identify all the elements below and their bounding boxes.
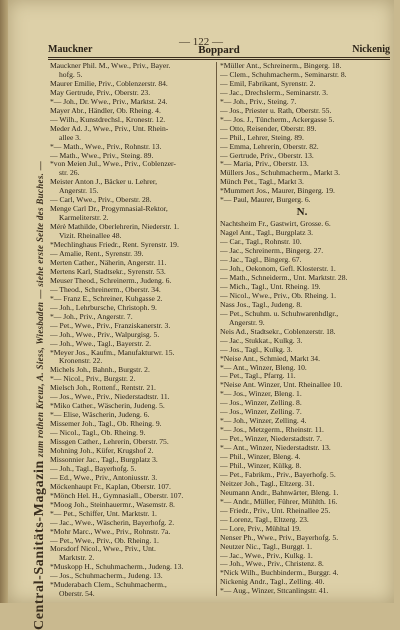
directory-entry: — Nicol., Wwe., Priv., Ob. Rheing. 1. [220,290,337,300]
directory-entry: Missemer Joh., Tagl., Ob. Rheing. 9. [50,419,162,429]
directory-entry: *— Ant., Winzer, Niederstadtstr. 13. [220,443,331,453]
directory-entry: — Gertrude, Priv., Oberstr. 13. [220,150,314,160]
directory-entry: — Jos., Schuhmacherm., Judeng. 13. [50,571,163,581]
directory-entry: — Clem., Schuhmacherm., Seminarstr. 8. [220,69,347,79]
directory-entry: *Müller Ant., Schreinerm., Bingerg. 18. [220,62,342,70]
entry-continuation: allee 3. [59,132,81,142]
side-brand: Central-Sanitäts-Magazin [32,460,47,630]
directory-entry: — Pet., Tagl., Pfarrg. 11. [220,371,296,381]
directory-entry: Nass Jos., Tagl., Judeng. 8. [220,299,303,309]
directory-entry: Münch Pet., Tagl., Markt 3. [220,177,304,187]
directory-entry: *Mohr Marc., Wwe., Priv., Rohnstr. 7a. [50,526,171,536]
directory-entry: Neitzer Joh., Tagl., Eltzerg. 31. [220,478,315,488]
page-number: — 122 — [179,36,223,48]
directory-entry: *Nick Wilh., Buchbinderm., Burggr. 4. [220,568,339,578]
directory-entry: Mauckner Phil. M., Wwe., Priv., Bayer. [50,62,171,70]
directory-entry: Nachtsheim Fr., Gastwirt, Grosse. 6. [220,219,331,229]
header-left: Mauckner [48,44,93,55]
directory-entry: — Jac., Drechslerm., Seminarstr. 3. [220,87,328,97]
directory-entry: — Phil., Lehrer, Steing. 89. [220,132,304,142]
directory-entry: — Pet., Winzer, Niederstadtstr. 7. [220,434,322,444]
directory-entry: Nagel Ant., Tagl., Burgplatz 3. [220,228,314,238]
directory-entry: — Wilh., Kunstdrechsl., Kronestr. 12. [50,114,166,124]
directory-entry: — Pet., Wwe., Priv., Ob. Rheing. 1. [50,535,159,545]
directory-entry: — Jos., Tagl., Kulkg. 3. [220,344,293,354]
header-right: Nickenig [352,44,390,55]
directory-entry: Meder Ad. J., Wwe., Priv., Unt. Rhein- [50,123,169,133]
directory-entry: Missgen Cather., Lehrerin, Oberstr. 75. [50,437,169,447]
directory-entry: *— Elise, Wäscherin, Judeng. 6. [50,410,150,420]
directory-entry: *— Maria, Priv., Oberstr. 13. [220,159,309,169]
directory-entry: *— Jos. J., Tüncherm., Ackergasse 5. [220,114,335,124]
right-column [220,62,384,596]
header-rule [48,57,390,58]
side-advertisement-strip [18,62,47,630]
directory-entry: — Phil., Winzer, Külkg. 8. [220,460,302,470]
side-address: zum rothen Kreuz, A. Siess, Wiesbaden [35,301,45,457]
directory-entry: *Miko Cather., Wäscherin, Judeng. 5. [50,401,165,411]
directory-entry: Mielsch Joh., Rottenf., Rentstr. 21. [50,383,156,393]
header-center: Boppard [198,44,240,56]
directory-entry: *— Andr., Müller, Führer, Mühlth. 16. [220,496,338,506]
directory-entry: Neumann Andr., Bahnwärter, Bleng. 1. [220,487,339,497]
directory-entry: *— Ant., Winzer, Bleng. 10. [220,362,307,372]
directory-entry: *— Aug., Winzer, Sttcanlingstr. 41. [220,586,329,596]
book-binding [0,0,8,603]
directory-entry: Menge Carl Dr., Progymnasial-Rektor, [50,204,168,214]
entry-continuation: Kronenstr. 22. [59,356,103,366]
directory-entry: — Emma, Lehrerin, Oberstr. 82. [220,141,319,151]
directory-entry: Michels Joh., Bahnh., Burgstr. 2. [50,365,150,375]
directory-entry: — Nicol., Tagl., Ob. Rheing. 9. [50,428,146,438]
directory-entry: — Pet., Schuhm. u. Schuhwarenhdlgr., [220,308,339,318]
directory-entry: — Joh., Tagl., Bayerhofg. 5. [50,463,137,473]
directory-entry: — Pet., Fabrikm., Priv., Bayerhofg. 5. [220,469,336,479]
directory-entry: — Jac., Tagl., Bingerg. 67. [220,255,302,265]
directory-entry: Maurer Emilie, Priv., Coblenzerstr. 84. [50,78,168,88]
directory-entry: *— Paul, Maurer, Burgerg. 6. [220,195,311,205]
directory-entry: *— Jos., Metzgerm., Rheinstr. 11. [220,425,324,435]
entry-continuation: hofg. 5. [59,69,83,79]
directory-entry: Müllers Jos., Schuhmacherm., Markt 3. [220,168,341,178]
directory-entry: — Mich., Tagl., Unt. Rheing. 19. [220,281,321,291]
side-advertisement-text [32,161,48,630]
directory-entry: *Moog Joh., Steinhauermr., Wasemstr. 8. [50,499,175,509]
directory-entry: — Math., Schneiderm., Unt. Marktstr. 28. [220,272,348,282]
running-header [48,44,390,58]
column-divider [216,62,217,596]
directory-entry: — Emil, Fabrikant, Syrenstr. 2. [220,78,316,88]
directory-entry: — Joh., Wwe., Priv., Christenz. 8. [220,559,324,569]
directory-entry: — Jac., Stukkat., Kulkg. 3. [220,335,303,345]
directory-entry: — Jac., Schreinerm., Bingerg. 27. [220,246,324,256]
directory-entry: — Jac., Wwe., Priv., Kulkg. 1. [220,550,313,560]
directory-entry: *Muskopp H., Schuhmacherm., Judeng. 13. [50,562,184,572]
directory-entry: — Car., Tagl., Rohnstr. 10. [220,237,302,247]
entry-continuation: str. 26. [59,168,80,178]
directory-entry: Neis Ad., Stadtsekr., Coblenzerstr. 18. [220,326,336,336]
directory-entry: Mayer Abr., Händler, Ob. Rheing. 4. [50,105,161,115]
directory-entry: Meuser Theod., Schreinerm., Judeng. 6. [50,275,172,285]
entry-continuation: Marktstr. 2. [59,553,95,563]
directory-entry: — Amalie, Rent., Syrenstr. 39. [50,249,144,259]
directory-entry: *Mummert Jos., Maurer, Bingerg. 19. [220,186,335,196]
directory-entry: — Jac., Wwe., Wäscherin, Bayerhofg. 2. [50,517,175,527]
directory-entry: Möckenhaupt Fr., Kaplan, Oberstr. 107. [50,481,171,491]
directory-entry: *— Joh., Winzer, Zelling. 4. [220,416,307,426]
directory-entry: *— Joh., Dr. Wwe., Priv., Marktst. 24. [50,96,168,106]
directory-entry: — Jos., Wwe., Priv., Niederstadtstr. 11. [50,392,170,402]
directory-entry: — Theod., Schreinerm., Oberstr. 34. [50,284,161,294]
directory-entry: — Jos., Priester u. Rath, Oberstr. 55. [220,105,332,115]
directory-entry: Mohning Joh., Küfer, Krugshof 2. [50,445,154,455]
directory-entry: Morsdorf Nicol., Wwe., Priv., Unt. [50,544,156,554]
directory-entry: — Friedr., Priv., Unt. Rheinallee 25. [220,505,331,515]
entry-continuation: Oberstr. 54. [59,589,95,599]
side-note: — siehe erste Seite des Buches. — [35,160,45,299]
directory-entry: *Mönch Hel. H., Gymnasiall., Oberstr. 107. [50,490,184,500]
entry-continuation: Karmeliterstr. 2. [59,213,109,223]
header-rule-second [48,59,390,60]
left-column [50,62,214,599]
directory-entry: *— Nicol., Priv., Burgstr. 2. [50,374,136,384]
directory-entry: *von Meien Jul., Wwe., Priv., Coblenzer- [50,159,176,169]
directory-entry: May Gertrude, Priv., Oberstr. 23. [50,87,151,97]
directory-entry: *— Jos., Winzer, Bleng. 1. [220,389,302,399]
directory-entry: — Ed., Wwe., Priv., Antoniusstr. 3. [50,472,158,482]
directory-entry: *Neise Ant., Schmied, Markt 34. [220,353,320,363]
directory-entry: — Jos., Winzer, Zelling. 8. [220,398,302,408]
directory-entry: *Meyer Jos., Kaufm., Manufakturwr. 15. [50,347,175,357]
directory-entry: *— Pet., Schiffer, Unt. Marktstr. 1. [50,508,157,518]
directory-entry: — Joh., Lehrbursche, Christoph. 9. [50,302,157,312]
directory-entry: *Muderabach Clem., Schuhmacherm., [50,580,167,590]
section-letter: N. [296,206,308,219]
directory-entry: *— Joh., Priv., Angerstr. 7. [50,311,133,321]
directory-entry: *— Joh., Priv., Steing. 7. [220,96,297,106]
directory-entry: Meister Anton J., Bäcker u. Lehrer, [50,177,158,187]
directory-entry: — Pet., Wwe., Priv., Franziskanerstr. 3. [50,320,171,330]
directory-entry: Mérè Mathilde, Oberlehrerin, Niederstr. 1. [50,222,180,232]
directory-page [8,0,394,630]
directory-entry: Neutzer Nic., Tagl., Burggt. 1. [220,541,312,551]
directory-entry: — Lorenz, Tagl., Eltzerg. 23. [220,514,309,524]
directory-entry: Nenser Ph., Wwe., Priv., Bayerhofg. 5. [220,532,339,542]
entry-continuation: Vizit. Rheinallee 48. [59,231,122,241]
directory-entry: — Carl, Wwe., Priv., Oberstr. 28. [50,195,152,205]
directory-entry: — Joh., Wwe., Priv., Walpurgisg. 5. [50,329,160,339]
directory-entry: — Math., Wwe., Priv., Steing. 89. [50,150,154,160]
entry-continuation: Angerstr. 9. [229,317,265,327]
directory-entry: — Phil., Winzer, Bleng. 4. [220,452,301,462]
directory-entry: — Joh., Wwe., Tagl., Bayerstr. 2. [50,338,152,348]
directory-entry: Missonnier Jac., Tagl., Burgplatz 3. [50,454,158,464]
directory-entry: — Joh., Oekonom, Gefl. Klosterstr. 1. [220,264,336,274]
directory-entry: Merten Cather., Näherin, Angerstr. 11. [50,257,167,267]
directory-entry: *— Franz E., Schreiner, Kuhgasse 2. [50,293,163,303]
directory-entry: *Mechlinghaus Friedr., Rent. Syrenstr. 19. [50,240,179,250]
directory-entry: — Jos., Winzer, Zelling. 7. [220,407,302,417]
directory-entry: Mertens Karl, Stadtsekr., Syrenstr. 53. [50,266,166,276]
directory-entry: Nickenig Andr., Tagl., Zelling. 40. [220,577,325,587]
directory-entry: *— Math., Wwe., Priv., Rohnstr. 13. [50,141,162,151]
entry-continuation: Angerstr. 15. [59,186,99,196]
directory-entry: — Otto, Reisender, Oberstr. 89. [220,123,317,133]
directory-entry: — Lore, Priv., Mühltal 19. [220,523,301,533]
directory-entry: *Neise Ant. Winzer, Unt. Rheinallee 10. [220,380,343,390]
